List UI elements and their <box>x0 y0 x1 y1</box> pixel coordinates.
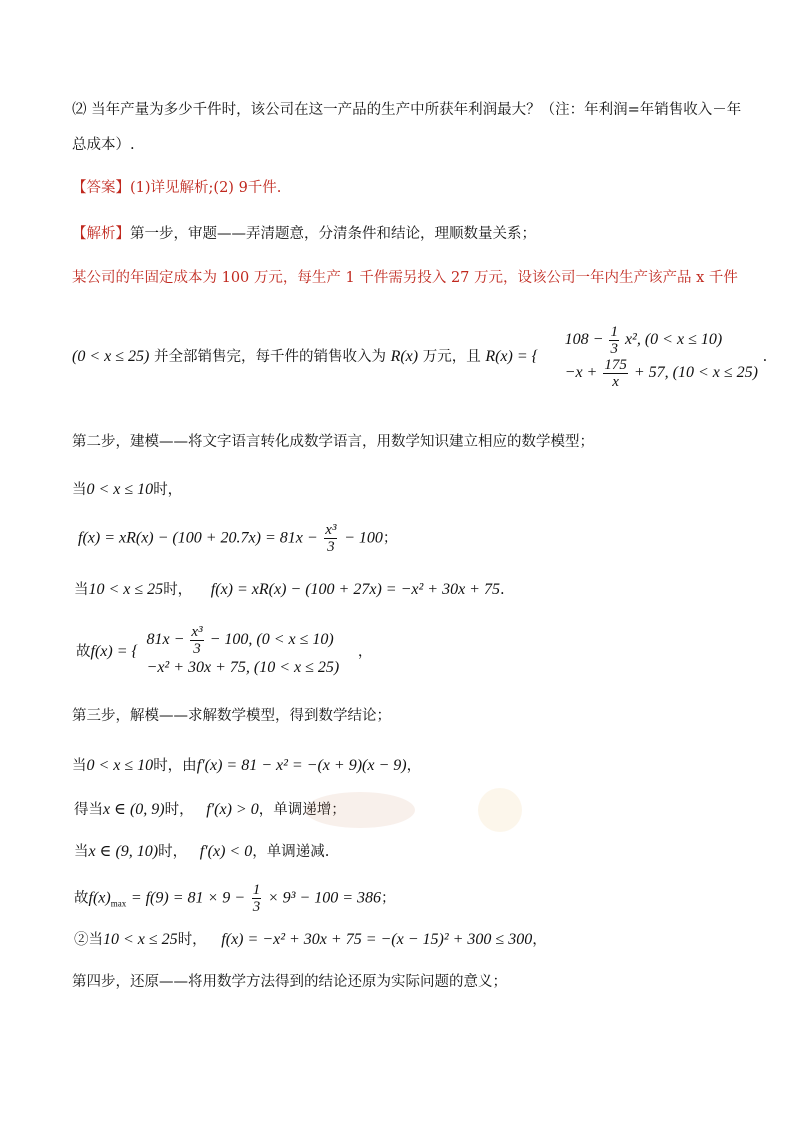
answer-text: (1)详见解析;(2) 9千件. <box>130 180 282 196</box>
f-case-a <box>147 624 340 657</box>
max-a: 故 <box>74 890 89 907</box>
max-e: ； <box>381 890 396 907</box>
c2-d: f(x) = −x² + 30x + 75 = −(x − 15)² + 300 ≤ 300 <box>221 931 533 948</box>
max-den: 3 <box>252 899 261 915</box>
f1-num: x³ <box>325 522 337 538</box>
dec-b: x ∈ (9, 10) <box>88 843 159 860</box>
fc1-den: 3 <box>193 641 201 657</box>
question-line-2: 总成本）. <box>72 137 135 153</box>
d1-c: 时，由 <box>153 758 197 774</box>
dec-d: f′(x) < 0 <box>199 843 253 860</box>
max-c: = f(9) = 81 × 9 − <box>130 889 246 907</box>
revenue-end: . <box>762 349 768 365</box>
when2-b: 10 < x ≤ 25 <box>88 581 164 598</box>
c2-c: 时， <box>177 932 207 948</box>
inc-a: 得当 <box>74 802 103 818</box>
rc2-frac <box>603 357 628 390</box>
revenue-case-2 <box>565 357 758 390</box>
f-piecewise <box>76 624 734 686</box>
para2-text-1: 并全部销售完，每千件的销售收入为 <box>153 349 386 365</box>
rc1-head: 108 − <box>564 331 604 349</box>
d1-a: 当 <box>72 758 87 774</box>
f1-den: 3 <box>327 539 335 555</box>
inc-e: ，单调递增； <box>258 802 346 818</box>
answer-line <box>72 178 734 198</box>
when2-a: 当 <box>74 582 89 598</box>
dec-c: 时， <box>158 844 188 860</box>
domain-range: (0 < x ≤ 25) <box>72 348 150 365</box>
f-cases <box>147 624 340 679</box>
dec-a: 当 <box>74 844 89 860</box>
when1-a: 当 <box>72 482 87 498</box>
derivative-line <box>72 756 734 776</box>
d1-d: f′(x) = 81 − x² = −(x + 9)(x − 9) <box>196 757 407 774</box>
gu-a: 故 <box>76 643 91 660</box>
rc1-den: 3 <box>610 341 618 357</box>
watermark-logo <box>300 780 560 840</box>
inc-d: f′(x) > 0 <box>206 801 259 818</box>
when-case-1 <box>72 480 734 500</box>
when1-c: 时， <box>153 482 183 498</box>
fc1-head: 81x − <box>146 631 185 649</box>
c2-b: 10 < x ≤ 25 <box>103 931 178 948</box>
d1-b: 0 < x ≤ 10 <box>86 757 154 774</box>
revenue-symbol: R(x) <box>390 348 419 365</box>
para2-text-2: 万元，且 <box>422 349 481 365</box>
max-num: 1 <box>252 882 261 898</box>
step3: 第三步，解模——求解数学模型，得到数学结论； <box>72 708 391 724</box>
gu-brace: f(x) = { <box>90 642 138 660</box>
inc-c: 时， <box>164 802 194 818</box>
max-frac <box>252 882 262 915</box>
answer-tag: 【答案】 <box>72 180 130 196</box>
decreasing-line <box>74 842 734 862</box>
rc1-tail: x², (0 < x ≤ 10) <box>624 331 723 349</box>
revenue-case-1 <box>565 324 758 357</box>
inc-b: x ∈ (0, 9) <box>103 801 165 818</box>
when-case-2 <box>74 580 734 600</box>
when2-c: 时， <box>163 582 193 598</box>
f2-formula: f(x) = xR(x) − (100 + 27x) = −x² + 30x + 75 <box>210 581 500 598</box>
max-d: × 9³ − 100 = 386 <box>267 889 382 907</box>
analysis-tag: 【解析】 <box>72 226 130 242</box>
rc2-tail: + 57, (10 < x ≤ 25) <box>633 364 758 382</box>
step2: 第二步，建模——将文字语言转化成数学语言，用数学知识建立相应的数学模型； <box>72 434 594 450</box>
step1-text: 第一步，审题——弄清题意，分清条件和结论，理顺数量关系； <box>130 226 536 242</box>
rc2-den: x <box>612 374 619 390</box>
rc1-num: 1 <box>610 324 618 340</box>
fc1-num: x³ <box>191 624 203 640</box>
revenue-definition <box>72 324 768 400</box>
dec-e: ，单调递减. <box>252 844 330 860</box>
fc1-frac <box>190 624 203 657</box>
analysis-step1 <box>72 224 734 244</box>
max-line <box>74 882 734 916</box>
f-case-1 <box>78 522 734 555</box>
max-sub: max <box>110 898 127 909</box>
f1-tail: − 100 <box>344 529 383 547</box>
f2-end: . <box>499 582 505 598</box>
d1-e: ， <box>406 758 422 774</box>
fc2: −x² + 30x + 75, (10 < x ≤ 25) <box>146 659 340 676</box>
rc2-head: −x + <box>564 364 598 382</box>
revenue-brace: R(x) = { <box>485 348 539 365</box>
c2-e: ， <box>532 932 547 948</box>
analysis-para1: 某公司的年固定成本为 100 万元，每生产 1 千件需另投入 27 万元，设该公司一年内生产该产品 x 千件 <box>72 270 738 286</box>
f1-frac <box>324 522 337 555</box>
f1-end: ； <box>382 530 398 547</box>
rc1-frac <box>609 324 619 357</box>
rc2-num: 175 <box>604 357 627 373</box>
f1-head: f(x) = xR(x) − (100 + 20.7x) = 81x − <box>78 529 318 547</box>
revenue-cases <box>565 324 758 390</box>
c2-a: ②当 <box>74 932 103 948</box>
question-line-1: ⑵ 当年产量为多少千件时，该公司在这一产品的生产中所获年利润最大？（注：年利润=年销售收入－年 <box>72 102 742 118</box>
fc-end: ， <box>357 643 373 660</box>
case2-line <box>74 930 734 950</box>
f-case-b <box>147 657 340 679</box>
when1-b: 0 < x ≤ 10 <box>86 481 154 498</box>
step4: 第四步，还原——将用数学方法得到的结论还原为实际问题的意义； <box>72 974 507 990</box>
max-b: f(x) <box>88 889 111 907</box>
fc1-tail: − 100, (0 < x ≤ 10) <box>209 631 334 649</box>
